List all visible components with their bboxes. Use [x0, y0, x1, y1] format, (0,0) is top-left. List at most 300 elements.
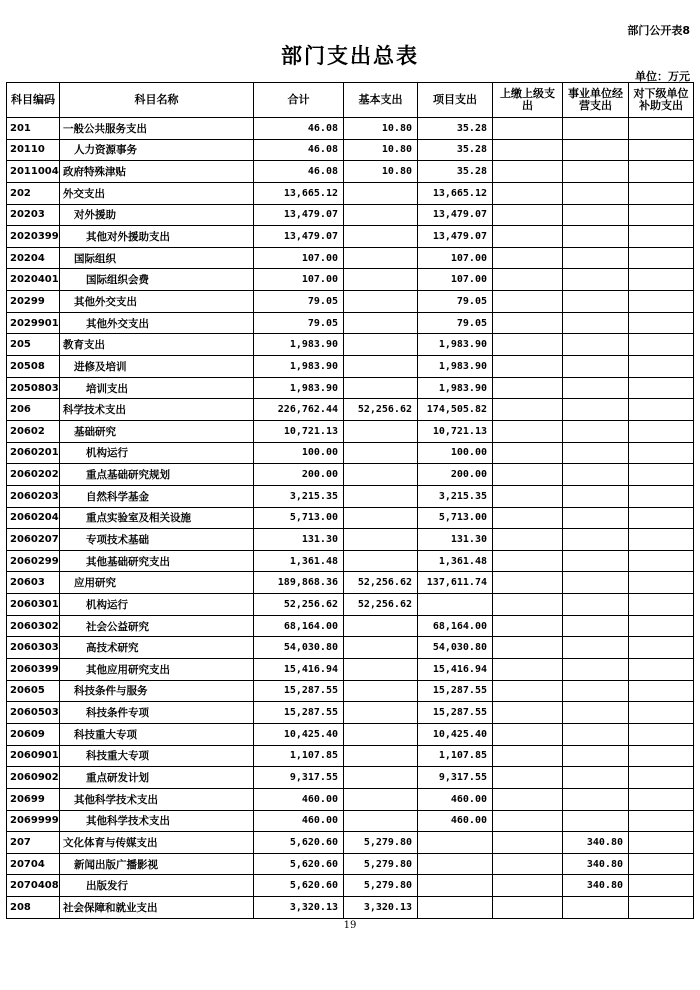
- row-name: 教育支出: [60, 334, 254, 356]
- row-name: 机构运行: [60, 594, 254, 616]
- expenditure-table: [6, 82, 694, 919]
- row-project: 68,164.00: [418, 615, 493, 637]
- row-business: [563, 594, 629, 616]
- row-code: 205: [7, 334, 60, 356]
- row-business: [563, 745, 629, 767]
- row-subsidy: [629, 550, 694, 572]
- row-name: 重点研发计划: [60, 767, 254, 789]
- table-row: [7, 377, 694, 399]
- row-project: 5,713.00: [418, 507, 493, 529]
- table-body: [7, 118, 694, 919]
- row-total: 13,479.07: [254, 226, 344, 248]
- row-upper: [493, 702, 563, 724]
- row-business: [563, 356, 629, 378]
- page-title: 部门支出总表: [281, 44, 419, 68]
- row-total: 1,983.90: [254, 334, 344, 356]
- row-project: 1,983.90: [418, 334, 493, 356]
- row-total: 46.08: [254, 118, 344, 140]
- table-row: [7, 875, 694, 897]
- row-code: 207: [7, 832, 60, 854]
- row-name: 国际组织会费: [60, 269, 254, 291]
- row-business: [563, 767, 629, 789]
- row-name: 科技重大专项: [60, 723, 254, 745]
- row-business: [563, 442, 629, 464]
- row-subsidy: [629, 875, 694, 897]
- row-name: 进修及培训: [60, 356, 254, 378]
- row-upper: [493, 810, 563, 832]
- row-name: 一般公共服务支出: [60, 118, 254, 140]
- row-total: 13,479.07: [254, 204, 344, 226]
- table-row: [7, 226, 694, 248]
- row-basic: [344, 680, 418, 702]
- row-total: 10,425.40: [254, 723, 344, 745]
- row-upper: [493, 832, 563, 854]
- row-basic: 5,279.80: [344, 853, 418, 875]
- row-total: 1,983.90: [254, 377, 344, 399]
- row-project: 131.30: [418, 529, 493, 551]
- row-subsidy: [629, 745, 694, 767]
- row-project: 35.28: [418, 139, 493, 161]
- row-business: [563, 485, 629, 507]
- row-total: 54,030.80: [254, 637, 344, 659]
- col-header-business: 事业单位经营支出: [563, 83, 629, 118]
- row-code: 2060204: [7, 507, 60, 529]
- row-name: 高技术研究: [60, 637, 254, 659]
- row-total: 46.08: [254, 161, 344, 183]
- row-total: 5,713.00: [254, 507, 344, 529]
- row-business: [563, 550, 629, 572]
- row-subsidy: [629, 399, 694, 421]
- row-code: 2069999: [7, 810, 60, 832]
- col-header-basic: 基本支出: [344, 83, 418, 118]
- row-basic: [344, 659, 418, 681]
- row-business: [563, 529, 629, 551]
- row-upper: [493, 529, 563, 551]
- row-basic: 52,256.62: [344, 399, 418, 421]
- row-upper: [493, 680, 563, 702]
- row-subsidy: [629, 853, 694, 875]
- row-subsidy: [629, 139, 694, 161]
- row-upper: [493, 788, 563, 810]
- row-subsidy: [629, 182, 694, 204]
- col-header-total: 合计: [254, 83, 344, 118]
- row-upper: [493, 161, 563, 183]
- row-business: [563, 161, 629, 183]
- row-upper: [493, 312, 563, 334]
- row-subsidy: [629, 312, 694, 334]
- row-subsidy: [629, 810, 694, 832]
- row-code: 2011004: [7, 161, 60, 183]
- table-row: [7, 572, 694, 594]
- row-code: 201: [7, 118, 60, 140]
- row-basic: [344, 615, 418, 637]
- col-header-name: 科目名称: [60, 83, 254, 118]
- row-basic: [344, 702, 418, 724]
- row-basic: [344, 269, 418, 291]
- row-business: [563, 723, 629, 745]
- table-row: [7, 637, 694, 659]
- row-total: 5,620.60: [254, 853, 344, 875]
- row-code: 20204: [7, 247, 60, 269]
- row-name: 专项技术基础: [60, 529, 254, 551]
- table-row: [7, 139, 694, 161]
- col-header-code: 科目编码: [7, 83, 60, 118]
- row-subsidy: [629, 594, 694, 616]
- row-basic: 3,320.13: [344, 897, 418, 919]
- row-name: 外交支出: [60, 182, 254, 204]
- table-row: [7, 853, 694, 875]
- row-project: 10,721.13: [418, 420, 493, 442]
- table-row: [7, 204, 694, 226]
- row-project: 15,287.55: [418, 702, 493, 724]
- row-total: 68,164.00: [254, 615, 344, 637]
- row-subsidy: [629, 767, 694, 789]
- row-code: 2060503: [7, 702, 60, 724]
- col-header-subsidy: 对下级单位补助支出: [629, 83, 694, 118]
- row-code: 20605: [7, 680, 60, 702]
- row-subsidy: [629, 615, 694, 637]
- row-subsidy: [629, 529, 694, 551]
- row-upper: [493, 572, 563, 594]
- row-total: 15,416.94: [254, 659, 344, 681]
- row-name: 其他科学技术支出: [60, 810, 254, 832]
- row-upper: [493, 442, 563, 464]
- row-project: 15,416.94: [418, 659, 493, 681]
- row-basic: [344, 377, 418, 399]
- row-basic: 52,256.62: [344, 572, 418, 594]
- table-row: [7, 550, 694, 572]
- row-code: 20203: [7, 204, 60, 226]
- row-total: 10,721.13: [254, 420, 344, 442]
- row-code: 206: [7, 399, 60, 421]
- row-total: 3,320.13: [254, 897, 344, 919]
- row-code: 2050803: [7, 377, 60, 399]
- row-basic: [344, 745, 418, 767]
- row-business: [563, 507, 629, 529]
- row-business: [563, 420, 629, 442]
- row-project: 460.00: [418, 810, 493, 832]
- row-subsidy: [629, 204, 694, 226]
- row-code: 2060299: [7, 550, 60, 572]
- row-name: 社会保障和就业支出: [60, 897, 254, 919]
- row-business: 340.80: [563, 832, 629, 854]
- row-name: 其他应用研究支出: [60, 659, 254, 681]
- table-row: [7, 312, 694, 334]
- row-total: 131.30: [254, 529, 344, 551]
- col-header-upper: 上缴上级支出: [493, 83, 563, 118]
- row-subsidy: [629, 161, 694, 183]
- col-header-project: 项目支出: [418, 83, 493, 118]
- row-basic: 5,279.80: [344, 832, 418, 854]
- row-code: 20602: [7, 420, 60, 442]
- table-row: [7, 680, 694, 702]
- row-subsidy: [629, 356, 694, 378]
- row-total: 13,665.12: [254, 182, 344, 204]
- row-basic: 10.80: [344, 139, 418, 161]
- row-code: 2060901: [7, 745, 60, 767]
- row-upper: [493, 334, 563, 356]
- row-project: 1,983.90: [418, 356, 493, 378]
- row-basic: [344, 464, 418, 486]
- row-code: 2060399: [7, 659, 60, 681]
- row-project: 107.00: [418, 269, 493, 291]
- row-total: 226,762.44: [254, 399, 344, 421]
- row-project: 1,107.85: [418, 745, 493, 767]
- row-project: 13,479.07: [418, 204, 493, 226]
- table-row: [7, 615, 694, 637]
- row-subsidy: [629, 702, 694, 724]
- row-project: [418, 594, 493, 616]
- row-upper: [493, 875, 563, 897]
- row-upper: [493, 291, 563, 313]
- row-total: 460.00: [254, 810, 344, 832]
- row-subsidy: [629, 637, 694, 659]
- row-total: 52,256.62: [254, 594, 344, 616]
- row-project: 10,425.40: [418, 723, 493, 745]
- table-row: [7, 594, 694, 616]
- row-project: 54,030.80: [418, 637, 493, 659]
- row-code: 2060201: [7, 442, 60, 464]
- table-row: [7, 788, 694, 810]
- row-name: 科技条件专项: [60, 702, 254, 724]
- table-row: [7, 182, 694, 204]
- row-total: 5,620.60: [254, 832, 344, 854]
- table-row: [7, 767, 694, 789]
- row-project: 174,505.82: [418, 399, 493, 421]
- row-code: 2060303: [7, 637, 60, 659]
- row-upper: [493, 723, 563, 745]
- row-project: 460.00: [418, 788, 493, 810]
- row-basic: [344, 507, 418, 529]
- row-code: 20699: [7, 788, 60, 810]
- row-subsidy: [629, 118, 694, 140]
- row-code: 2060207: [7, 529, 60, 551]
- row-business: [563, 139, 629, 161]
- row-basic: [344, 637, 418, 659]
- row-code: 20609: [7, 723, 60, 745]
- row-code: 2020401: [7, 269, 60, 291]
- row-upper: [493, 139, 563, 161]
- table-row: [7, 464, 694, 486]
- row-project: 15,287.55: [418, 680, 493, 702]
- row-upper: [493, 420, 563, 442]
- table-row: [7, 702, 694, 724]
- row-basic: 5,279.80: [344, 875, 418, 897]
- row-name: 科学技术支出: [60, 399, 254, 421]
- table-row: [7, 399, 694, 421]
- table-row: [7, 334, 694, 356]
- row-name: 对外援助: [60, 204, 254, 226]
- row-code: 2060302: [7, 615, 60, 637]
- row-name: 其他科学技术支出: [60, 788, 254, 810]
- page-number: 19: [343, 920, 357, 931]
- row-business: [563, 204, 629, 226]
- row-subsidy: [629, 788, 694, 810]
- row-upper: [493, 377, 563, 399]
- row-total: 107.00: [254, 269, 344, 291]
- row-basic: [344, 723, 418, 745]
- row-subsidy: [629, 680, 694, 702]
- row-subsidy: [629, 572, 694, 594]
- row-project: 100.00: [418, 442, 493, 464]
- row-business: [563, 312, 629, 334]
- row-upper: [493, 204, 563, 226]
- row-total: 100.00: [254, 442, 344, 464]
- table-row: [7, 745, 694, 767]
- row-basic: [344, 529, 418, 551]
- row-business: [563, 615, 629, 637]
- row-name: 科技条件与服务: [60, 680, 254, 702]
- row-code: 2060203: [7, 485, 60, 507]
- row-basic: [344, 442, 418, 464]
- row-project: [418, 875, 493, 897]
- row-subsidy: [629, 226, 694, 248]
- table-header-row: [7, 83, 694, 118]
- row-total: 46.08: [254, 139, 344, 161]
- row-basic: [344, 204, 418, 226]
- row-name: 社会公益研究: [60, 615, 254, 637]
- row-project: [418, 897, 493, 919]
- row-project: 200.00: [418, 464, 493, 486]
- row-upper: [493, 594, 563, 616]
- row-total: 3,215.35: [254, 485, 344, 507]
- row-project: 13,479.07: [418, 226, 493, 248]
- row-basic: 10.80: [344, 118, 418, 140]
- row-total: 15,287.55: [254, 680, 344, 702]
- row-subsidy: [629, 485, 694, 507]
- row-basic: [344, 334, 418, 356]
- row-basic: [344, 788, 418, 810]
- row-code: 20110: [7, 139, 60, 161]
- row-subsidy: [629, 291, 694, 313]
- row-name: 重点实验室及相关设施: [60, 507, 254, 529]
- row-name: 国际组织: [60, 247, 254, 269]
- row-business: [563, 291, 629, 313]
- row-basic: [344, 312, 418, 334]
- row-code: 20704: [7, 853, 60, 875]
- row-total: 5,620.60: [254, 875, 344, 897]
- row-upper: [493, 897, 563, 919]
- row-total: 200.00: [254, 464, 344, 486]
- row-total: 460.00: [254, 788, 344, 810]
- row-business: [563, 247, 629, 269]
- row-code: 20603: [7, 572, 60, 594]
- row-business: [563, 702, 629, 724]
- table-row: [7, 832, 694, 854]
- row-basic: [344, 356, 418, 378]
- row-total: 1,983.90: [254, 356, 344, 378]
- row-name: 基础研究: [60, 420, 254, 442]
- table-row: [7, 118, 694, 140]
- row-business: [563, 659, 629, 681]
- row-name: 自然科学基金: [60, 485, 254, 507]
- table-row: [7, 529, 694, 551]
- row-basic: 10.80: [344, 161, 418, 183]
- row-business: [563, 269, 629, 291]
- row-upper: [493, 269, 563, 291]
- row-code: 2029901: [7, 312, 60, 334]
- row-subsidy: [629, 723, 694, 745]
- table-row: [7, 442, 694, 464]
- row-subsidy: [629, 897, 694, 919]
- row-subsidy: [629, 247, 694, 269]
- row-upper: [493, 399, 563, 421]
- row-subsidy: [629, 269, 694, 291]
- row-name: 其他对外援助支出: [60, 226, 254, 248]
- row-name: 政府特殊津贴: [60, 161, 254, 183]
- row-total: 189,868.36: [254, 572, 344, 594]
- table-row: [7, 356, 694, 378]
- row-subsidy: [629, 832, 694, 854]
- row-project: 137,611.74: [418, 572, 493, 594]
- row-business: [563, 680, 629, 702]
- row-code: 2060902: [7, 767, 60, 789]
- table-row: [7, 810, 694, 832]
- row-code: 208: [7, 897, 60, 919]
- row-business: 340.80: [563, 853, 629, 875]
- row-project: 1,361.48: [418, 550, 493, 572]
- row-project: [418, 832, 493, 854]
- form-label: 部门公开表8: [627, 24, 690, 37]
- row-total: 107.00: [254, 247, 344, 269]
- unit-label: 单位：万元: [635, 70, 690, 83]
- row-project: 3,215.35: [418, 485, 493, 507]
- row-business: [563, 377, 629, 399]
- row-basic: [344, 420, 418, 442]
- row-business: [563, 399, 629, 421]
- row-project: 35.28: [418, 161, 493, 183]
- row-basic: [344, 767, 418, 789]
- row-basic: [344, 182, 418, 204]
- row-business: [563, 572, 629, 594]
- row-subsidy: [629, 377, 694, 399]
- row-total: 79.05: [254, 312, 344, 334]
- row-basic: [344, 550, 418, 572]
- table-row: [7, 659, 694, 681]
- row-subsidy: [629, 659, 694, 681]
- row-basic: [344, 810, 418, 832]
- row-basic: 52,256.62: [344, 594, 418, 616]
- table-row: [7, 723, 694, 745]
- row-name: 重点基础研究规划: [60, 464, 254, 486]
- row-name: 其他外交支出: [60, 312, 254, 334]
- row-upper: [493, 226, 563, 248]
- row-total: 1,107.85: [254, 745, 344, 767]
- row-upper: [493, 659, 563, 681]
- row-business: 340.80: [563, 875, 629, 897]
- row-subsidy: [629, 464, 694, 486]
- row-upper: [493, 745, 563, 767]
- row-code: 2060301: [7, 594, 60, 616]
- row-subsidy: [629, 420, 694, 442]
- row-upper: [493, 356, 563, 378]
- row-subsidy: [629, 442, 694, 464]
- row-business: [563, 810, 629, 832]
- row-name: 其他基础研究支出: [60, 550, 254, 572]
- row-code: 20508: [7, 356, 60, 378]
- row-code: 2060202: [7, 464, 60, 486]
- row-name: 人力资源事务: [60, 139, 254, 161]
- row-total: 9,317.55: [254, 767, 344, 789]
- row-business: [563, 897, 629, 919]
- row-basic: [344, 226, 418, 248]
- row-business: [563, 637, 629, 659]
- row-name: 培训支出: [60, 377, 254, 399]
- row-business: [563, 182, 629, 204]
- table-row: [7, 269, 694, 291]
- row-code: 2020399: [7, 226, 60, 248]
- row-project: 1,983.90: [418, 377, 493, 399]
